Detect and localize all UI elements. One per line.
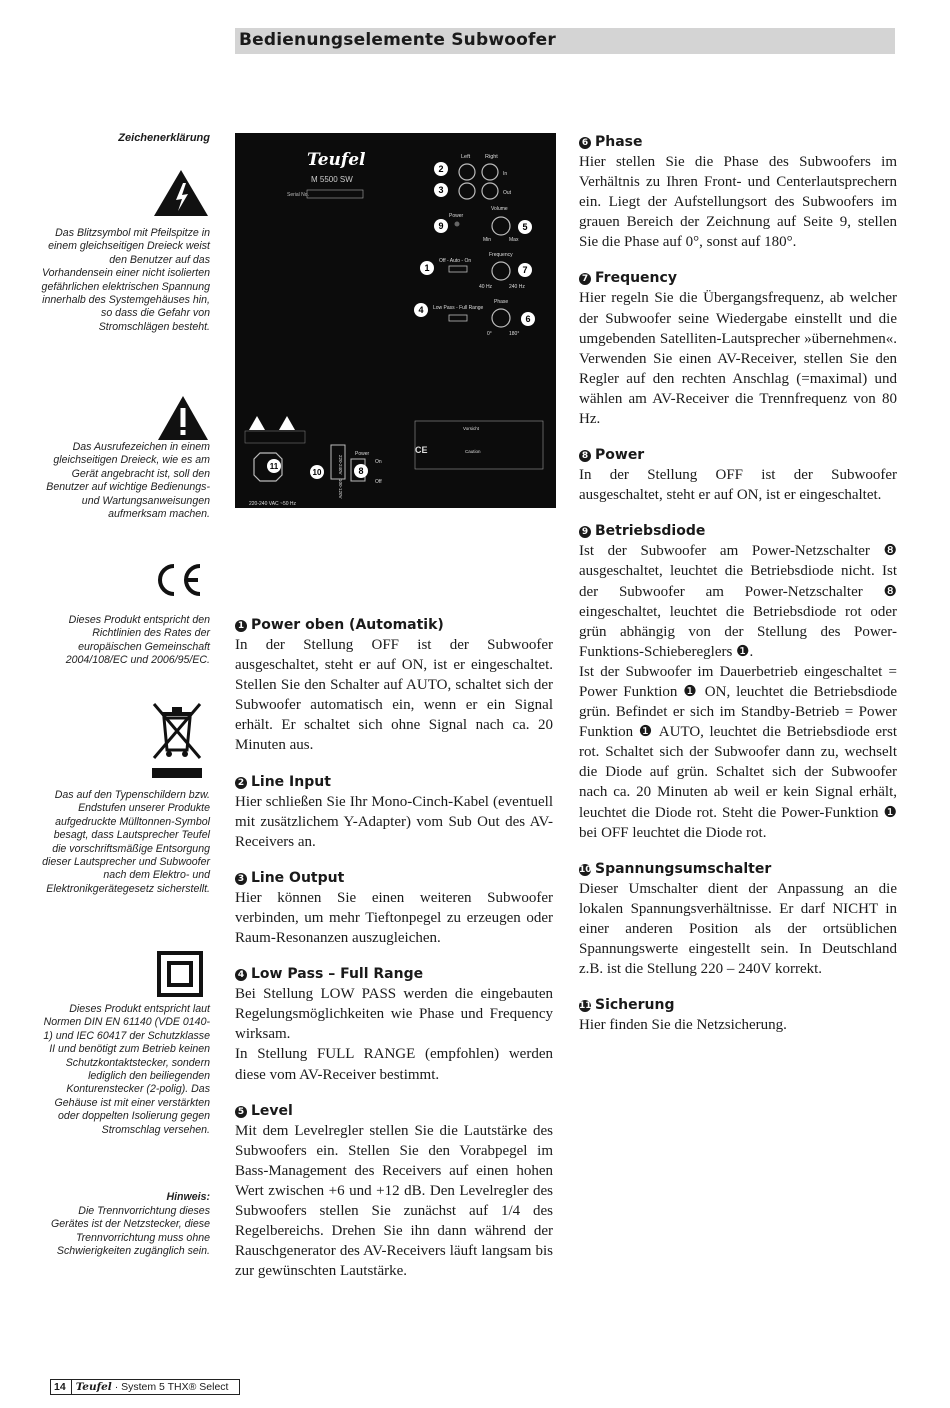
line-input-left-jack[interactable] <box>459 164 475 180</box>
callout-4-text: 4 <box>418 305 424 315</box>
section-title: Line Input <box>251 773 331 790</box>
ce-description: Dieses Produkt entspricht den Richtlinien des Rates der europäischen Gemeinschaft 2004/108/EC und 2006/95/EC. <box>65 614 210 667</box>
section-power-auto <box>235 615 553 756</box>
section-level <box>235 1101 553 1282</box>
exclamation-warning-icon <box>156 394 210 442</box>
label-voltage: 220-240 VAC ~50 Hz <box>249 501 297 507</box>
section-heading <box>235 868 553 888</box>
section-number: 1 <box>235 620 247 632</box>
section-body: Hier stellen Sie die Phase des Subwoofers im Verhältnis zu Ihren Front- und Centerlautsprechern ein. Liegt der Aufstellungsort des Subwoofers im grauen Bereich der Zeichnung auf Seite 9, stellen Sie die Phase auf 0°, sonst auf 180°. <box>579 154 897 251</box>
section-heading <box>235 964 553 984</box>
callout-3-text: 3 <box>438 185 444 195</box>
section-line-output <box>235 868 553 948</box>
callout-8-text: 8 <box>358 466 364 476</box>
label-off: Off <box>375 479 382 485</box>
volume-knob[interactable] <box>492 217 510 235</box>
label-caution-b: Caution <box>465 449 481 454</box>
section-title: Frequency <box>595 270 677 287</box>
section-frequency <box>579 268 897 429</box>
middle-column <box>235 615 553 1297</box>
callout-1-text: 1 <box>424 263 430 273</box>
panel-brand: Teufel <box>307 150 366 170</box>
panel-lightning-icon <box>279 416 295 430</box>
callout-11-text: 11 <box>269 462 279 471</box>
section-body: Ist der Subwoofer am Power-Netzschalter ❽ ausgeschaltet, leuchtet die Betriebsdiode nicht. Ist der Subwoofer am Power-Netzschalter ❽ eingeschaltet, leuchtet die Betriebsdiode rot oder grün abhängig von der Stellung des Power-Funktions-Schiebereglers ❶. <box>579 543 897 660</box>
section-number: 4 <box>235 969 247 981</box>
section-number: 6 <box>579 137 591 149</box>
label-voltage-220: 220-240V <box>338 455 343 475</box>
callout-6-text: 6 <box>525 314 531 324</box>
line-output-right-jack[interactable] <box>482 183 498 199</box>
section-fuse <box>579 995 897 1035</box>
page-header <box>235 28 895 54</box>
label-min: Min <box>483 237 492 243</box>
right-column <box>579 132 897 1051</box>
section-number: 2 <box>235 777 247 789</box>
section-voltage-switch <box>579 859 897 979</box>
callout-9-text: 9 <box>438 221 444 231</box>
callout-10-text: 10 <box>312 468 322 477</box>
page-title: Bedienungselemente Subwoofer <box>239 30 556 50</box>
label-on: On <box>375 459 382 465</box>
section-title: Power <box>595 447 645 464</box>
section-body: Bei Stellung LOW PASS werden die eingebauten Regelungsmöglichkeiten wie Phase und Frequency wirksam. <box>235 986 553 1043</box>
power-led-indicator <box>455 222 460 227</box>
section-body-2: Ist der Subwoofer im Dauerbetrieb eingeschaltet = Power Funktion ❶ ON, leuchtet die Betriebsdiode grün. Befindet er sich im Standby-Betrieb = Power Funktion ❶ AUTO, leuchtet die Betriebsdiode erst rot. Schaltet sich der Subwoofer dann zu, wechselt die Diode auf grün. Schaltet sich der Subwoofer nach ca. 20 Minuten ab weil er kein Signal erhält, leuchtet die Diode rot. Steht die Power-Funktion ❶ bei OFF leuchtet die Diode rot. <box>579 663 897 841</box>
lowpass-fullrange-slider[interactable] <box>449 315 467 321</box>
label-off-auto-on: Off - Auto - On <box>439 258 472 264</box>
section-number: 3 <box>235 873 247 885</box>
callout-7-text: 7 <box>522 265 528 275</box>
line-input-right-jack[interactable] <box>482 164 498 180</box>
section-heading <box>579 859 897 879</box>
lightning-description: Das Blitzsymbol mit Pfeilspitze in einem gleichseitigen Dreieck weist den Benutzer auf das Vorhandensein einer nicht isolierten gefährlichen elektrischen Spannung innerhalb des Systemgehäuses hin, so dass die Gefahr von Stromschlägen besteht. <box>41 227 210 333</box>
label-caution-a: Vorsicht <box>463 426 480 431</box>
section-body: Hier können Sie einen weiteren Subwoofer verbinden, um mehr Tieftonpegel zu erzeugen oder Raum-Resonanzen auszugleichen. <box>235 889 553 947</box>
callout-5-text: 5 <box>522 222 528 232</box>
section-heading <box>579 445 897 465</box>
section-line-input <box>235 772 553 852</box>
phase-knob[interactable] <box>492 309 510 327</box>
section-heading <box>579 995 897 1015</box>
page-number: 14 <box>51 1380 72 1394</box>
section-status-led <box>579 521 897 842</box>
label-lowpass: Low Pass - Full Range <box>433 305 484 311</box>
section-body-2: In Stellung FULL RANGE (empfohlen) werden diese vom AV-Receiver bestimmt. <box>235 1046 553 1083</box>
section-phase <box>579 132 897 252</box>
power-mode-slider[interactable] <box>449 266 467 272</box>
label-power-switch: Power <box>355 451 370 457</box>
panel-serial-label: Serial No. <box>287 192 309 198</box>
subwoofer-rear-panel <box>235 133 556 508</box>
section-body: Hier regeln Sie die Übergangsfrequenz, ab welcher der Subwoofer seine Wiedergabe einstellt und die umgebenden Satelliten-Lautsprecher »übernehmen«. Verwenden Sie einen AV-Receiver, stellen Sie den Regler auf den rechten Anschlag (=maximal) und wählen am AV-Receiver die Trennfrequenz von 80 Hz. <box>579 290 897 428</box>
panel-warning-label <box>245 431 305 443</box>
label-phase: Phase <box>494 299 509 305</box>
section-body: Hier finden Sie die Netzsicherung. <box>579 1017 787 1034</box>
label-40hz: 40 Hz <box>479 284 493 290</box>
section-title: Spannungsumschalter <box>595 860 772 877</box>
label-right: Right <box>485 154 498 160</box>
footer-brand: Teufel <box>75 1381 112 1393</box>
section-title: Phase <box>595 134 643 150</box>
label-out: Out <box>503 190 512 196</box>
weee-bin-icon <box>148 698 206 782</box>
protection-class-2-icon <box>156 950 204 998</box>
hint-description: Die Trennvorrichtung dieses Gerätes ist der Netzstecker, diese Trennvorrichtung muss ohne Schwierigkeiten zugänglich sein. <box>51 1205 210 1258</box>
section-number: 5 <box>235 1106 247 1118</box>
ce-mark-icon <box>152 562 204 598</box>
section-number: 8 <box>579 450 591 462</box>
section-title: Betriebsdiode <box>595 523 706 540</box>
line-output-left-jack[interactable] <box>459 183 475 199</box>
legend-title: Zeichenerklärung <box>118 132 210 144</box>
section-number: 7 <box>579 273 591 285</box>
section-body: Mit dem Levelregler stellen Sie die Lautstärke des Subwoofers ein. Stellen Sie den Vorabpegel im Bass-Management des Receivers auf einen hohen Wert zwischen +6 und +12 dB. Den Levelregler des Subwoofers stellen Sie zunächst auf 1/4 des Regelbereichs. Drehen Sie ihn dann während der Rauschgenerator des AV-Receivers läuft langsam bis zur gewünschten Lautstärke. <box>235 1122 553 1280</box>
section-number: 9 <box>579 526 591 538</box>
label-volume: Volume <box>491 206 508 212</box>
label-phase-0: 0° <box>487 331 492 337</box>
class2-description: Dieses Produkt entspricht laut Normen DIN EN 61140 (VDE 0140-1) und IEC 60417 der Schutzklasse II und benötigt zum Betrieb keinen Schutzkontaktstecker, sondern lediglich den beiliegenden Konturenstecker (2-polig). Das Gehäuse ist mit einer verstärkten oder doppelten Isolierung gegen Stromschlag versehen. <box>43 1003 210 1136</box>
label-phase-180: 180° <box>509 331 520 337</box>
section-power <box>579 445 897 505</box>
callout-2-text: 2 <box>438 164 444 174</box>
section-heading <box>579 132 897 152</box>
section-title: Power oben (Automatik) <box>251 617 444 633</box>
frequency-knob[interactable] <box>492 262 510 280</box>
hint-title: Hinweis: <box>166 1191 210 1203</box>
label-in: In <box>503 171 508 177</box>
section-body: In der Stellung OFF ist der Subwoofer ausgeschaltet, steht er auf ON, ist er eingeschaltet. <box>579 467 897 504</box>
section-title: Low Pass – Full Range <box>251 966 424 983</box>
page-footer <box>50 1379 240 1395</box>
serial-number-field <box>307 190 363 198</box>
exclamation-description: Das Ausrufezeichen in einem gleichseitigen Dreieck, wie es am Gerät angebracht ist, soll den Benutzer auf wichtige Bedienungs- und Wartungsanweisungen aufmerksam machen. <box>46 441 210 521</box>
section-number: 11 <box>579 1001 592 1012</box>
section-number: 10 <box>579 864 592 875</box>
panel-ce-mark: CE <box>415 445 428 455</box>
section-heading <box>235 615 553 635</box>
section-body: In der Stellung OFF ist der Subwoofer ausgeschaltet, steht er auf ON, ist er eingeschaltet. Stellen Sie den Schalter auf AUTO, schaltet sich der Subwoofer automatisch ein, wenn er ein Signal erhält. Er schaltet sich ohne Signal nach ca. 20 Minuten aus. <box>235 637 553 754</box>
label-max: Max <box>509 237 519 243</box>
section-body: Dieser Umschalter dient der Anpassung an die lokalen Spannungsverhältnisse. Er darf NICHT in einer anderen Position als der ortsüblichen Spannungswerte eingestellt sein. In Deutschland z.B. ist die Stellung 220 – 240V korrekt. <box>579 880 897 978</box>
section-body: Hier schließen Sie Ihr Mono-Cinch-Kabel (eventuell mit zusätzlichem Y-Adapter) vom Sub Out des AV-Receivers an. <box>235 793 553 850</box>
lightning-warning-icon <box>152 168 210 218</box>
panel-exclamation-icon <box>249 416 265 430</box>
label-power-led: Power <box>449 213 464 219</box>
section-heading <box>579 521 897 541</box>
panel-model: M 5500 SW <box>311 175 353 184</box>
label-frequency: Frequency <box>489 252 513 258</box>
footer-text: · System 5 THX® Select <box>114 1381 229 1393</box>
section-title: Sicherung <box>595 997 675 1014</box>
section-lowpass <box>235 964 553 1084</box>
label-240hz: 240 Hz <box>509 284 525 290</box>
section-heading <box>235 1101 553 1121</box>
section-heading <box>235 772 553 792</box>
label-left: Left <box>461 154 471 160</box>
section-title: Line Output <box>251 869 345 886</box>
label-voltage-100: 100-120V <box>338 479 343 499</box>
section-heading <box>579 268 897 288</box>
section-title: Level <box>251 1102 293 1119</box>
weee-description: Das auf den Typenschildern bzw. Endstufen unserer Produkte aufgedruckte Mülltonnen-Symbol besagt, dass Lautsprecher Teufel die vorschriftsmäßige Entsorgung dieser Lautsprecher und Subwoofer nach dem Elektro- und Elektronikgerätegesetz sicherstellt. <box>42 789 210 895</box>
